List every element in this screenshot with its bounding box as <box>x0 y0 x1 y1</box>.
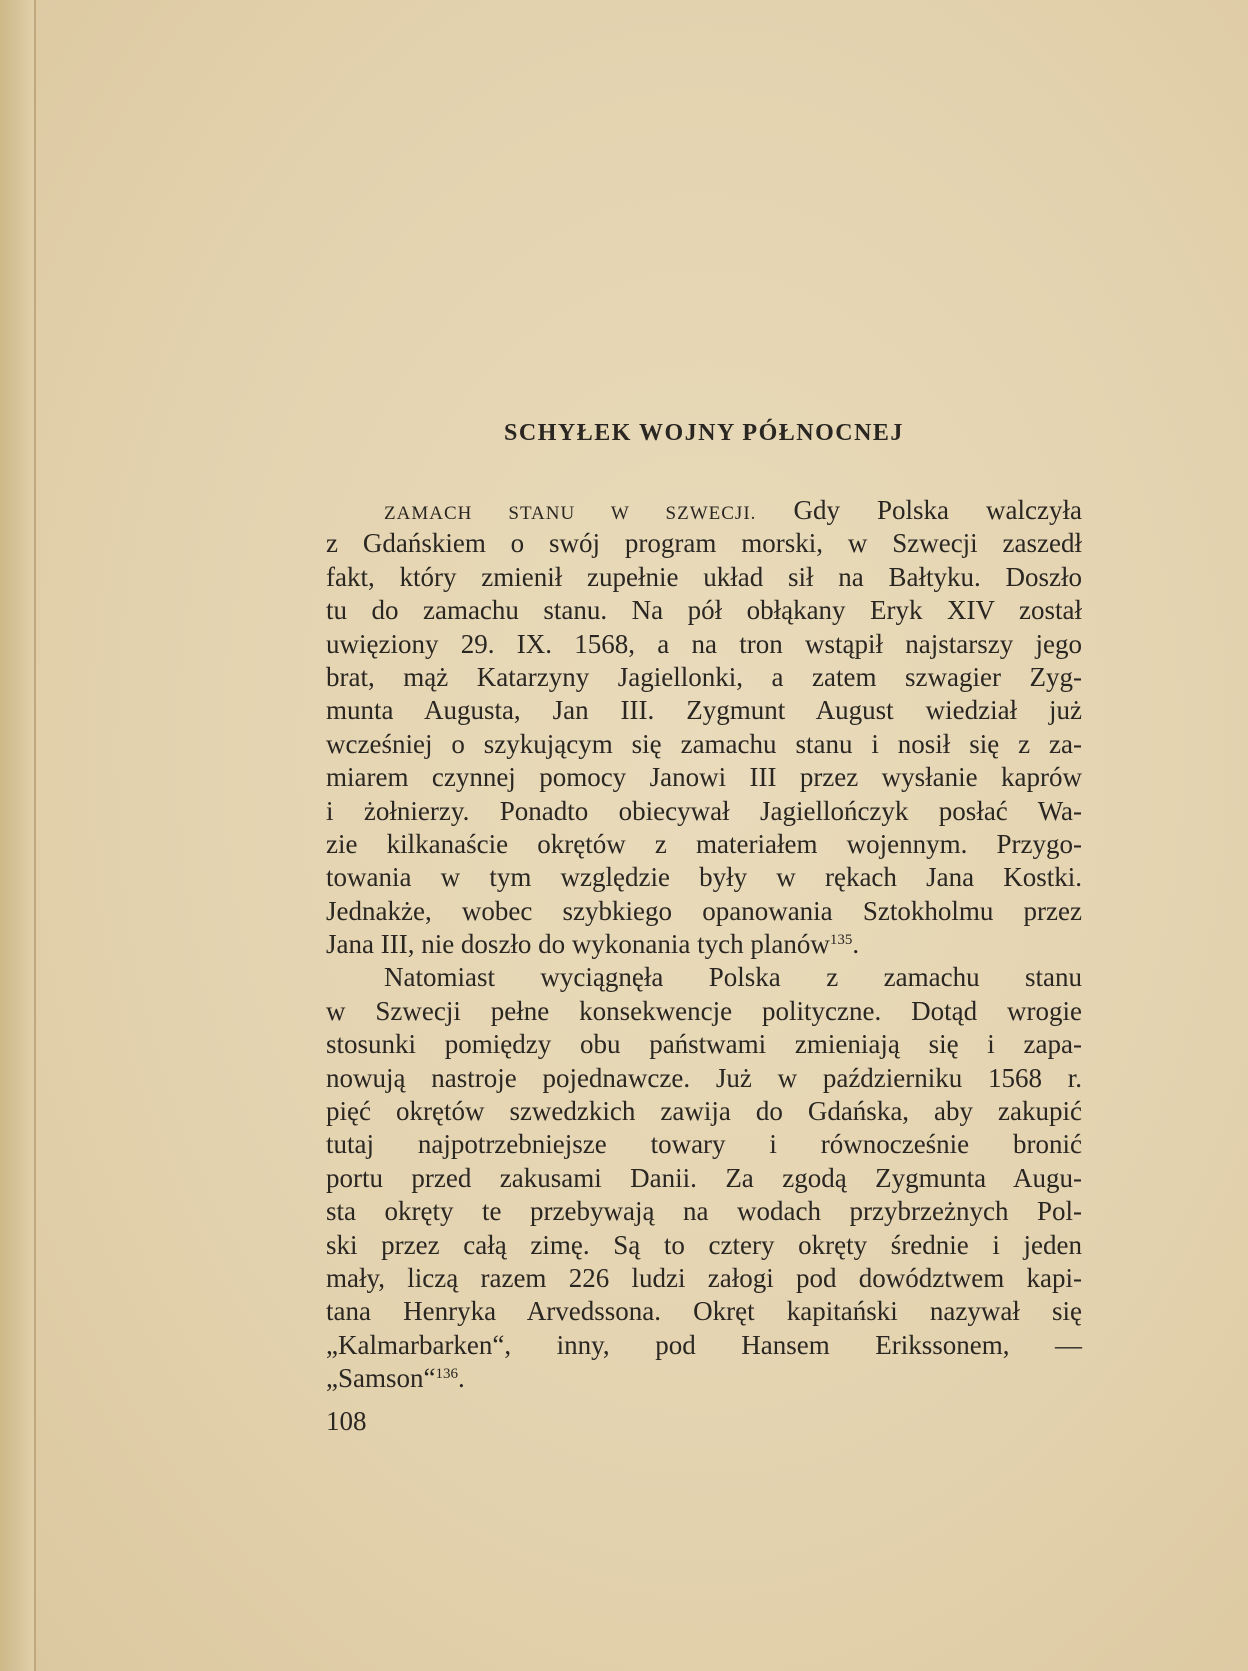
page-number: 108 <box>326 1406 367 1436</box>
text-line: munta Augusta, Jan III. Zygmunt August wiedział już <box>326 695 1082 726</box>
text-line: w Szwecji pełne konsekwencje polityczne. Dotąd wrogie <box>326 995 1082 1026</box>
text-line: stosunki pomiędzy obu państwami zmieniają się i zapa- <box>326 1029 1082 1060</box>
section-heading: ZAMACH STANU W SZWECJI. <box>384 503 757 524</box>
text-line: tu do zamachu stanu. Na pół obłąkany Eryk XIV został <box>326 595 1082 626</box>
text-line: Jana III, nie doszło do wykonania tych planów$^{135}$. <box>326 929 860 960</box>
text-line: Natomiast wyciągnęła Polska z zamachu stanu <box>384 962 1082 993</box>
footnote-ref: 136 <box>435 1366 458 1383</box>
page-edge <box>0 0 36 1671</box>
text-line: sta okręty te przebywają na wodach przybrzeżnych Pol- <box>326 1196 1082 1227</box>
text-line: mały, liczą razem 226 ludzi załogi pod dowództwem kapi- <box>326 1262 1082 1293</box>
text-line: nowują nastroje pojednawcze. Już w październiku 1568 r. <box>326 1062 1082 1093</box>
body-text <box>326 494 1082 1396</box>
text-line: wcześniej o szykującym się zamachu stanu i nosił się z za- <box>326 728 1082 759</box>
text-line: ski przez całą zimę. Są to cztery okręty średnie i jeden <box>326 1229 1082 1260</box>
text-line: z Gdańskiem o swój program morski, w Szwecji zaszedł <box>326 528 1082 559</box>
text-line: pięć okrętów szwedzkich zawija do Gdańska, aby zakupić <box>326 1096 1082 1127</box>
text-line: tutaj najpotrzebniejsze towary i równocześnie bronić <box>326 1129 1082 1160</box>
text-line: portu przed zakusami Danii. Za zgodą Zygmunta Augu- <box>326 1162 1082 1193</box>
text-line: towania w tym względzie były w rękach Jana Kostki. <box>326 862 1082 893</box>
footnote-ref: 135 <box>829 932 853 949</box>
text-line: uwięziony 29. IX. 1568, a na tron wstąpił najstarszy jego <box>326 628 1082 659</box>
chapter-title: SCHYŁEK WOJNY PÓŁNOCNEJ <box>504 420 904 446</box>
text-line: zie kilkanaście okrętów z materiałem wojennym. Przygo- <box>326 828 1082 859</box>
text-line: „Samson“$^{136}$. <box>326 1363 465 1394</box>
text-line: „Kalmarbarken“, inny, pod Hansem Erikssonem, — <box>326 1329 1082 1360</box>
text-line: fakt, który zmienił zupełnie układ sił na Bałtyku. Doszło <box>326 561 1082 592</box>
text-line: i żołnierzy. Ponadto obiecywał Jagiellończyk posłać Wa- <box>326 795 1082 826</box>
text-line: miarem czynnej pomocy Janowi III przez wysłanie kaprów <box>326 762 1082 793</box>
text-line: Jednakże, wobec szybkiego opanowania Sztokholmu przez <box>326 895 1082 926</box>
text-line: tana Henryka Arvedssona. Okręt kapitański nazywał się <box>326 1296 1082 1327</box>
text-line: brat, mąż Katarzyny Jagiellonki, a zatem szwagier Zyg- <box>326 661 1082 692</box>
text-line: ZAMACH STANU W SZWECJI. Gdy Polska walczyła <box>384 495 1082 525</box>
